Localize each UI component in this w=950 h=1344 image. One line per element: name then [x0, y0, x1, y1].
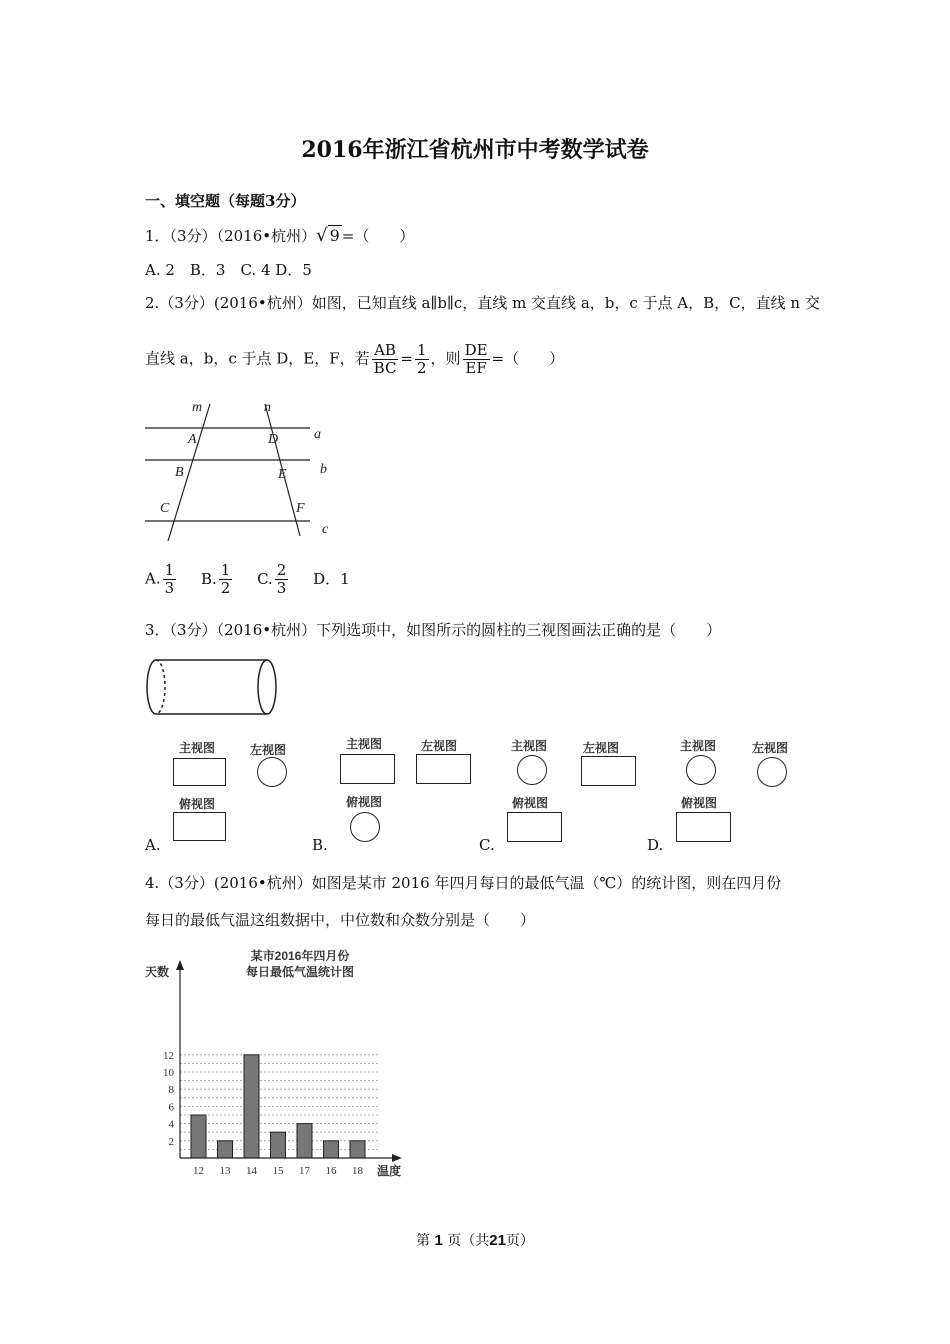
parallel-lines-figure [140, 396, 340, 546]
chart-xlabel: 温度 [377, 1164, 402, 1178]
chart-title: 某市2016年四月份 [250, 949, 350, 963]
b-left-rect [416, 754, 471, 784]
q2-line1: 2.（3分）(2016•杭州）如图，已知直线 a∥b∥c，直线 m 交直线 a，b，c 于点 A，B，C，直线 n 交 [145, 294, 820, 312]
x-tick-label: 12 [193, 1165, 204, 1177]
sqrt-expression: √ 9 [316, 225, 340, 246]
option-c: C. [479, 836, 495, 854]
q4-line2: 每日的最低气温这组数据中，中位数和众数分别是（ ） [145, 911, 536, 929]
option-c-fraction: $\frac{2}{3}$ [276, 561, 287, 597]
b-top-label: 俯视图 [346, 795, 383, 809]
page-number: 1 [434, 1232, 443, 1249]
label-E: E [278, 467, 287, 482]
label-F: F [296, 501, 305, 516]
q2-options: A. $\frac{1}{3}$ B. $\frac{1}{2}$ C. $\frac{2}{3}$ D．1 [145, 561, 350, 597]
x-tick-label: 13 [219, 1165, 231, 1177]
label-C: C [160, 501, 170, 516]
label-b: b [320, 462, 327, 477]
option-d: D．1 [313, 569, 350, 588]
bar-17 [297, 1124, 312, 1158]
d-left-circle [757, 757, 787, 787]
sqrt-radicand: 9 [329, 226, 340, 245]
option-b-fraction: $\frac{1}{2}$ [220, 561, 231, 597]
d-top-label: 俯视图 [681, 796, 718, 810]
label-A: A [188, 432, 197, 447]
c-left-label: 左视图 [583, 741, 620, 755]
fraction-ab-bc: $\frac{AB}{BC}$ [373, 341, 397, 377]
a-front-label: 主视图 [179, 741, 216, 755]
d-top-rect [676, 812, 731, 842]
c-top-label: 俯视图 [512, 796, 549, 810]
temperature-bar-chart [140, 945, 410, 1185]
q3-stem: 3．（3分）（2016•杭州）下列选项中，如图所示的圆柱的三视图画法正确的是（ ） [145, 621, 722, 639]
fraction-one-half: $\frac{1}{2}$ [417, 341, 427, 377]
bar-16 [324, 1141, 339, 1158]
c-top-rect [507, 812, 562, 842]
b-front-label: 主视图 [346, 737, 383, 751]
x-tick-label: 15 [272, 1165, 284, 1177]
a-left-label: 左视图 [250, 743, 287, 757]
option-a-fraction: $\frac{1}{3}$ [164, 561, 175, 597]
label-D: D [268, 432, 279, 447]
option-d: D. [647, 836, 664, 854]
c-front-label: 主视图 [511, 739, 548, 753]
bar-13 [218, 1141, 233, 1158]
fraction-de-ef: $\frac{DE}{EF}$ [464, 341, 488, 377]
q2-line2: 直线 a，b，c 于点 D，E，F，若 $\frac{AB}{BC}$ = $\frac{1}{2}$ ，则 $\frac{DE}{EF}$ =（ ） [145, 341, 565, 377]
page-total: 21 [489, 1232, 506, 1249]
label-a: a [314, 427, 321, 442]
q4-line1: 4.（3分）(2016•杭州）如图是某市 2016 年四月每日的最低气温（℃）的统计图，则在四月份 [145, 874, 782, 892]
label-m: m [192, 400, 203, 415]
q1-stem: 1．（3分）（2016•杭州） [145, 227, 317, 245]
b-top-circle [350, 812, 380, 842]
label-B: B [175, 465, 184, 480]
chart-ylabel: 天数 [145, 965, 170, 979]
x-tick-label: 14 [246, 1165, 257, 1177]
b-front-rect [340, 754, 395, 784]
y-tick-label: 12 [163, 1049, 174, 1062]
a-top-label: 俯视图 [179, 797, 216, 811]
y-tick-label: 6 [168, 1101, 174, 1114]
chart-subtitle: 每日最低气温统计图 [245, 965, 355, 979]
option-b: B. [312, 836, 328, 854]
d-front-circle [686, 755, 716, 785]
x-tick-label: 18 [352, 1165, 363, 1177]
d-front-label: 主视图 [680, 739, 717, 753]
a-front-rect [173, 758, 226, 786]
y-tick-label: 2 [168, 1135, 174, 1148]
label-c: c [322, 522, 329, 537]
y-tick-label: 8 [168, 1084, 174, 1097]
c-left-rect [581, 756, 636, 786]
y-tick-label: 4 [168, 1118, 174, 1131]
cylinder-figure [140, 655, 285, 720]
bar-14 [244, 1055, 259, 1158]
q1-options: A. 2 B．3 C. 4 D．5 [145, 261, 312, 279]
bar-18 [350, 1141, 365, 1158]
x-tick-label: 16 [325, 1165, 337, 1177]
page-footer: 第 1 页（共21页） [416, 1232, 534, 1249]
q1-stem-end: =（ ） [341, 227, 415, 245]
x-tick-label: 17 [299, 1165, 310, 1177]
y-tick-label: 10 [163, 1067, 174, 1079]
c-front-circle [517, 755, 547, 785]
q2-line2-start: 直线 a，b，c 于点 D，E，F，若 [145, 349, 370, 368]
bar-15 [271, 1132, 286, 1158]
section-heading: 一、填空题（每题3分） [145, 192, 306, 210]
d-left-label: 左视图 [752, 741, 789, 755]
exam-title: 2016年浙江省杭州市中考数学试卷 [301, 137, 649, 163]
option-a: A. [145, 836, 161, 854]
a-left-circle [257, 757, 287, 787]
b-left-label: 左视图 [421, 739, 458, 753]
bar-12 [191, 1115, 206, 1158]
a-top-rect [173, 812, 226, 841]
question-1 [145, 225, 414, 246]
label-n: n [264, 400, 271, 415]
